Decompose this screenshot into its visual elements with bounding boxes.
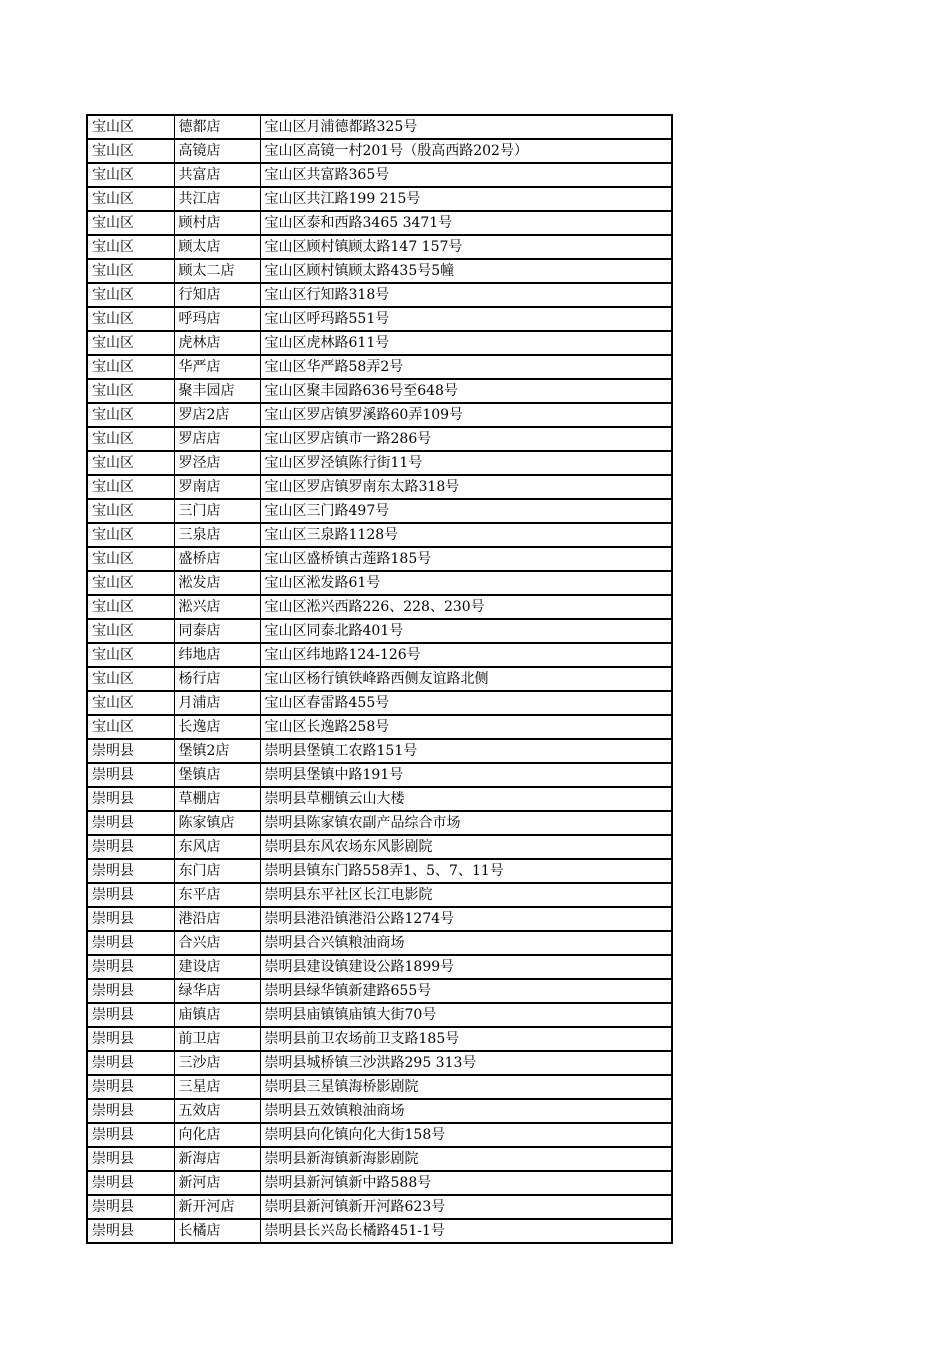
store-name-cell: 长橘店 [174,1219,260,1243]
address-cell: 宝山区共富路365号 [260,163,672,187]
store-name-cell: 淞发店 [174,571,260,595]
table-row [87,331,672,355]
store-name-cell: 罗店店 [174,427,260,451]
store-name-cell: 三泉店 [174,523,260,547]
store-name-cell: 新开河店 [174,1195,260,1219]
store-name-cell: 共江店 [174,187,260,211]
district-cell: 宝山区 [87,139,174,163]
address-cell: 宝山区顾村镇顾太路147 157号 [260,235,672,259]
district-cell: 崇明县 [87,1171,174,1195]
district-cell: 宝山区 [87,619,174,643]
store-name-cell: 顾太二店 [174,259,260,283]
address-cell: 崇明县合兴镇粮油商场 [260,931,672,955]
table-row [87,523,672,547]
district-cell: 崇明县 [87,979,174,1003]
address-cell: 宝山区月浦德都路325号 [260,115,672,139]
district-cell: 宝山区 [87,691,174,715]
district-cell: 宝山区 [87,163,174,187]
district-cell: 宝山区 [87,403,174,427]
district-cell: 宝山区 [87,331,174,355]
district-cell: 崇明县 [87,907,174,931]
store-name-cell: 新河店 [174,1171,260,1195]
address-cell: 崇明县堡镇工农路151号 [260,739,672,763]
table-row [87,235,672,259]
district-cell: 崇明县 [87,1219,174,1243]
address-cell: 崇明县建设镇建设公路1899号 [260,955,672,979]
address-cell: 宝山区同泰北路401号 [260,619,672,643]
district-cell: 宝山区 [87,667,174,691]
address-cell: 崇明县新河镇新中路588号 [260,1171,672,1195]
district-cell: 崇明县 [87,1123,174,1147]
table-row [87,547,672,571]
district-cell: 崇明县 [87,763,174,787]
store-table-body [87,115,672,1243]
address-cell: 宝山区罗店镇罗南东太路318号 [260,475,672,499]
address-cell: 宝山区行知路318号 [260,283,672,307]
table-row [87,475,672,499]
address-cell: 宝山区虎林路611号 [260,331,672,355]
store-name-cell: 行知店 [174,283,260,307]
address-cell: 宝山区顾村镇顾太路435号5幢 [260,259,672,283]
store-name-cell: 建设店 [174,955,260,979]
address-cell: 崇明县向化镇向化大街158号 [260,1123,672,1147]
store-name-cell: 草棚店 [174,787,260,811]
table-row [87,283,672,307]
store-name-cell: 纬地店 [174,643,260,667]
address-cell: 宝山区三门路497号 [260,499,672,523]
district-cell: 宝山区 [87,595,174,619]
store-name-cell: 聚丰园店 [174,379,260,403]
district-cell: 崇明县 [87,931,174,955]
district-cell: 崇明县 [87,739,174,763]
district-cell: 崇明县 [87,883,174,907]
address-cell: 宝山区呼玛路551号 [260,307,672,331]
store-name-cell: 罗店2店 [174,403,260,427]
table-row [87,499,672,523]
table-row [87,355,672,379]
table-row [87,1051,672,1075]
table-row [87,691,672,715]
district-cell: 宝山区 [87,715,174,739]
table-row [87,115,672,139]
address-cell: 崇明县五效镇粮油商场 [260,1099,672,1123]
store-name-cell: 陈家镇店 [174,811,260,835]
address-cell: 宝山区高镜一村201号（殷高西路202号） [260,139,672,163]
district-cell: 宝山区 [87,475,174,499]
store-name-cell: 堡镇2店 [174,739,260,763]
store-name-cell: 顾太店 [174,235,260,259]
table-row [87,907,672,931]
table-row [87,1195,672,1219]
address-cell: 崇明县长兴岛长橘路451-1号 [260,1219,672,1243]
address-cell: 宝山区春雷路455号 [260,691,672,715]
table-row [87,619,672,643]
address-cell: 宝山区三泉路1128号 [260,523,672,547]
table-row [87,667,672,691]
table-row [87,787,672,811]
address-cell: 崇明县草棚镇云山大楼 [260,787,672,811]
store-name-cell: 罗南店 [174,475,260,499]
store-name-cell: 同泰店 [174,619,260,643]
district-cell: 宝山区 [87,499,174,523]
district-cell: 宝山区 [87,643,174,667]
district-cell: 崇明县 [87,835,174,859]
store-name-cell: 共富店 [174,163,260,187]
district-cell: 宝山区 [87,427,174,451]
district-cell: 宝山区 [87,187,174,211]
district-cell: 崇明县 [87,1195,174,1219]
district-cell: 宝山区 [87,259,174,283]
store-name-cell: 新海店 [174,1147,260,1171]
district-cell: 宝山区 [87,115,174,139]
address-cell: 宝山区罗店镇罗溪路60弄109号 [260,403,672,427]
table-row [87,1075,672,1099]
address-cell: 崇明县东平社区长江电影院 [260,883,672,907]
district-cell: 崇明县 [87,1147,174,1171]
store-name-cell: 合兴店 [174,931,260,955]
address-cell: 崇明县堡镇中路191号 [260,763,672,787]
address-cell: 宝山区罗泾镇陈行街11号 [260,451,672,475]
store-table [86,114,673,1244]
store-name-cell: 德都店 [174,115,260,139]
address-cell: 崇明县新河镇新开河路623号 [260,1195,672,1219]
store-name-cell: 三沙店 [174,1051,260,1075]
store-name-cell: 顾村店 [174,211,260,235]
store-name-cell: 前卫店 [174,1027,260,1051]
table-row [87,1027,672,1051]
store-name-cell: 长逸店 [174,715,260,739]
store-name-cell: 罗泾店 [174,451,260,475]
table-row [87,859,672,883]
table-row [87,307,672,331]
table-row [87,955,672,979]
store-name-cell: 堡镇店 [174,763,260,787]
table-row [87,715,672,739]
table-row [87,835,672,859]
district-cell: 崇明县 [87,1027,174,1051]
address-cell: 宝山区长逸路258号 [260,715,672,739]
store-name-cell: 五效店 [174,1099,260,1123]
district-cell: 宝山区 [87,307,174,331]
table-row [87,379,672,403]
address-cell: 崇明县陈家镇农副产品综合市场 [260,811,672,835]
store-name-cell: 三星店 [174,1075,260,1099]
table-row [87,763,672,787]
address-cell: 崇明县前卫农场前卫支路185号 [260,1027,672,1051]
store-name-cell: 东平店 [174,883,260,907]
district-cell: 崇明县 [87,811,174,835]
address-cell: 崇明县东风农场东风影剧院 [260,835,672,859]
store-name-cell: 绿华店 [174,979,260,1003]
address-cell: 宝山区罗店镇市一路286号 [260,427,672,451]
address-cell: 宝山区杨行镇铁峰路西侧友谊路北侧 [260,667,672,691]
table-row [87,187,672,211]
address-cell: 宝山区淞发路61号 [260,571,672,595]
address-cell: 宝山区盛桥镇古莲路185号 [260,547,672,571]
district-cell: 崇明县 [87,1075,174,1099]
store-name-cell: 港沿店 [174,907,260,931]
table-row [87,1099,672,1123]
district-cell: 宝山区 [87,211,174,235]
district-cell: 崇明县 [87,955,174,979]
table-row [87,427,672,451]
store-name-cell: 向化店 [174,1123,260,1147]
store-name-cell: 呼玛店 [174,307,260,331]
table-row [87,595,672,619]
store-name-cell: 淞兴店 [174,595,260,619]
district-cell: 宝山区 [87,283,174,307]
table-row [87,811,672,835]
district-cell: 崇明县 [87,1003,174,1027]
district-cell: 宝山区 [87,355,174,379]
district-cell: 崇明县 [87,1099,174,1123]
address-cell: 宝山区纬地路124-126号 [260,643,672,667]
address-cell: 崇明县城桥镇三沙洪路295 313号 [260,1051,672,1075]
address-cell: 崇明县三星镇海桥影剧院 [260,1075,672,1099]
table-row [87,1219,672,1243]
district-cell: 宝山区 [87,235,174,259]
table-row [87,1003,672,1027]
address-cell: 崇明县绿华镇新建路655号 [260,979,672,1003]
store-name-cell: 高镜店 [174,139,260,163]
address-cell: 宝山区淞兴西路226、228、230号 [260,595,672,619]
table-row [87,139,672,163]
address-cell: 崇明县庙镇镇庙镇大街70号 [260,1003,672,1027]
address-cell: 宝山区泰和西路3465 3471号 [260,211,672,235]
address-cell: 崇明县镇东门路558弄1、5、7、11号 [260,859,672,883]
store-name-cell: 东风店 [174,835,260,859]
address-cell: 宝山区华严路58弄2号 [260,355,672,379]
table-row [87,259,672,283]
district-cell: 宝山区 [87,547,174,571]
table-row [87,883,672,907]
store-name-cell: 虎林店 [174,331,260,355]
district-cell: 宝山区 [87,451,174,475]
district-cell: 宝山区 [87,571,174,595]
district-cell: 宝山区 [87,523,174,547]
table-row [87,931,672,955]
address-cell: 宝山区共江路199 215号 [260,187,672,211]
table-row [87,451,672,475]
table-row [87,739,672,763]
table-row [87,571,672,595]
store-name-cell: 三门店 [174,499,260,523]
store-name-cell: 月浦店 [174,691,260,715]
district-cell: 宝山区 [87,379,174,403]
address-cell: 崇明县港沿镇港沿公路1274号 [260,907,672,931]
table-row [87,211,672,235]
store-name-cell: 盛桥店 [174,547,260,571]
table-row [87,1147,672,1171]
district-cell: 崇明县 [87,1051,174,1075]
district-cell: 崇明县 [87,859,174,883]
address-cell: 崇明县新海镇新海影剧院 [260,1147,672,1171]
district-cell: 崇明县 [87,787,174,811]
address-cell: 宝山区聚丰园路636号至648号 [260,379,672,403]
table-row [87,979,672,1003]
store-name-cell: 杨行店 [174,667,260,691]
store-name-cell: 东门店 [174,859,260,883]
table-row [87,163,672,187]
table-row [87,643,672,667]
table-row [87,403,672,427]
store-name-cell: 华严店 [174,355,260,379]
table-row [87,1123,672,1147]
store-name-cell: 庙镇店 [174,1003,260,1027]
table-row [87,1171,672,1195]
